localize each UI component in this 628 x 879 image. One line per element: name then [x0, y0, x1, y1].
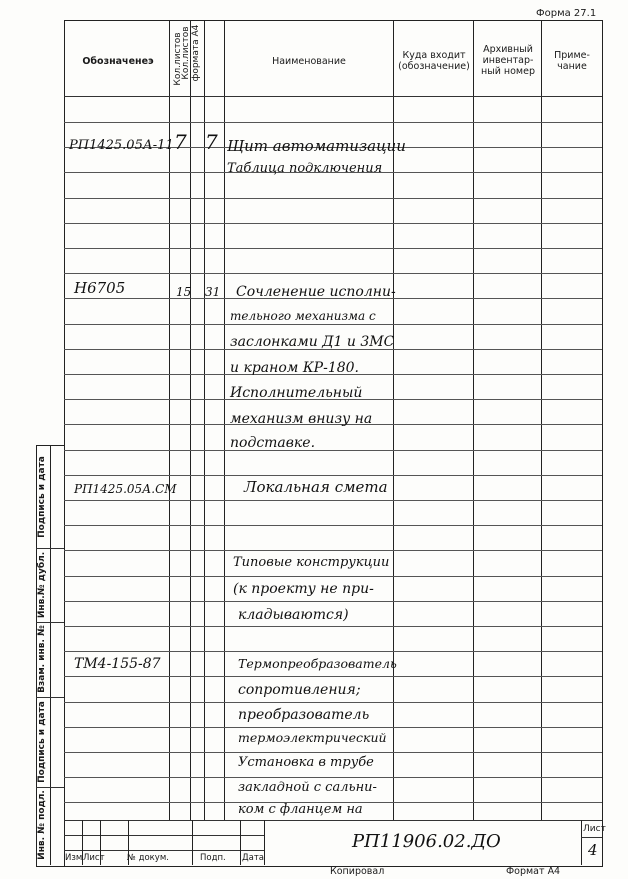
col-line — [541, 20, 542, 820]
row-line — [64, 223, 602, 224]
row-line — [64, 475, 602, 476]
stamp-signature-date-2: Подпись и дата — [37, 701, 47, 783]
header-a4-count-2: формата А4 — [191, 24, 201, 82]
title-block-line — [64, 835, 264, 836]
stamp-inv-dubl: Инв.№ дубл. — [37, 551, 47, 619]
header-archive: Архивный инвентар- ный номер — [481, 44, 535, 77]
entry-name: Термопреобразователь — [238, 656, 397, 671]
title-col-doc: № докум. — [127, 853, 169, 863]
entry-name: кладываются) — [238, 607, 349, 623]
stamp-inv-podl: Инв. № подл. — [37, 790, 47, 860]
row-line — [64, 248, 602, 249]
entry-designation: ТМ4-155-87 — [74, 656, 161, 672]
entry-name: Сочленение исполни- — [236, 284, 396, 300]
row-line — [64, 702, 602, 703]
entry-name: термоэлектрический — [238, 730, 387, 745]
header-where-used: Куда входит (обозначение) — [398, 50, 470, 72]
entry-name: Исполнительный — [230, 385, 363, 401]
row-line — [64, 500, 602, 501]
col-line — [473, 20, 474, 820]
title-block-line — [581, 837, 602, 838]
entry-name: преобразователь — [238, 707, 370, 723]
entry-designation: РП1425.05А.СМ — [74, 482, 177, 496]
entry-name: сопротивления; — [238, 682, 361, 698]
row-line — [64, 273, 602, 274]
form-label: Форма 27.1 — [536, 8, 597, 19]
row-line — [64, 550, 602, 551]
entry-name: механизм внизу на — [230, 411, 373, 427]
entry-name: Щит автоматизации — [227, 137, 406, 155]
entry-a4: 7 — [205, 130, 218, 154]
header-sheet-count: Кол.листов — [173, 32, 183, 86]
title-col-date: Дата — [242, 853, 265, 863]
sheet-label: Лист — [583, 824, 606, 834]
footer-format: Формат А4 — [506, 866, 561, 877]
entry-name: заслонками Д1 и 3МС — [230, 334, 395, 350]
header-a4-count-1: Кол.листов — [181, 26, 191, 80]
entry-name: Локальная смета — [244, 478, 388, 496]
title-col — [264, 820, 265, 865]
entry-sheets: 15 — [176, 285, 192, 299]
header-name: Наименование — [272, 56, 346, 67]
entry-a4: 31 — [205, 285, 221, 299]
entry-name: подставке. — [230, 435, 316, 451]
title-col-izm: Изм — [65, 853, 83, 863]
col-line — [224, 20, 225, 820]
row-line — [64, 727, 602, 728]
entry-name: Таблица подключения — [227, 161, 383, 176]
entry-sheets: 7 — [174, 130, 187, 154]
title-col-list: Лист — [83, 853, 105, 863]
entry-designation: Н6705 — [74, 279, 126, 297]
row-line — [64, 676, 602, 677]
header-line — [64, 96, 602, 97]
row-line — [64, 576, 602, 577]
sheet-number: 4 — [588, 841, 598, 859]
header-designation: Обозначенеэ — [82, 56, 154, 67]
row-line — [64, 122, 602, 123]
row-line — [64, 601, 602, 602]
title-block-top — [64, 820, 602, 821]
title-col — [240, 820, 241, 865]
title-col — [192, 820, 193, 865]
stamp-signature-date: Подпись и дата — [37, 456, 47, 538]
title-col — [581, 820, 582, 865]
footer-copied: Копировал — [330, 866, 385, 877]
row-line — [64, 525, 602, 526]
title-col-podp: Подп. — [200, 853, 226, 863]
row-line — [64, 651, 602, 652]
stamp-vzam-inv: Взам. инв. № — [37, 625, 47, 693]
entry-name: тельного механизма с — [230, 309, 376, 323]
row-line — [64, 198, 602, 199]
header-note: Приме- чание — [554, 50, 590, 72]
row-line — [64, 626, 602, 627]
title-block-line — [64, 850, 264, 851]
document-code: РП11906.02.ДО — [352, 831, 501, 852]
entry-designation: РП1425.05А-11 — [69, 138, 174, 153]
entry-name: закладной с сальни- — [238, 780, 377, 795]
row-line — [64, 450, 602, 451]
entry-name: Установка в трубе — [238, 755, 374, 770]
entry-name: (к проекту не при- — [233, 581, 374, 597]
row-line — [64, 752, 602, 753]
col-line — [190, 20, 191, 820]
entry-name: и краном КР-180. — [230, 360, 360, 376]
row-line — [64, 777, 602, 778]
entry-name: ком с фланцем на — [238, 802, 363, 817]
entry-name: Типовые конструкции — [233, 555, 390, 570]
